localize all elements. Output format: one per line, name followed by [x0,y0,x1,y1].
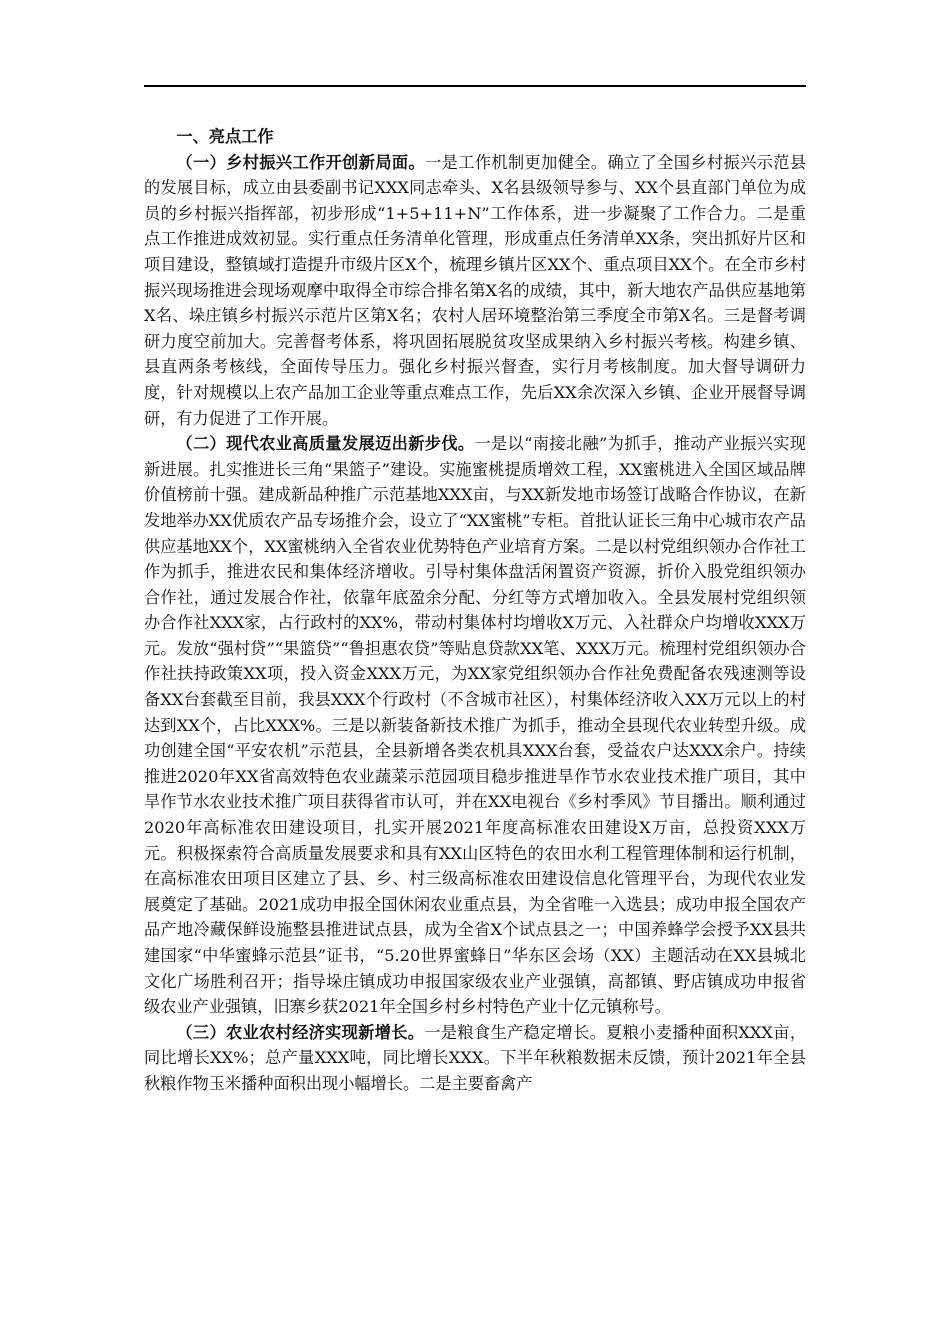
paragraph-text: 一是工作机制更加健全。确立了全国乡村振兴示范县的发展目标，成立由县委副书记XXX同志牵头、X名县级领导参与、XX个县直部门单位为成员的乡村振兴指挥部，初步形成“1+5+11+N”工作体系，进一步凝聚了工作合力。二是重点工作推进成效初显。实行重点任务清单化管理，形成重点任务清单XX条，突出抓好片区和项目建设，整镇域打造提升市级片区X个，梳理乡镇片区XX个、重点项目XX个。在全市乡村振兴现场推进会现场观摩中取得全市综合排名第X名的成绩，其中，新大地农产品供应基地第X名、垛庄镇乡村振兴示范片区第X名；农村人居环境整治第三季度全市第X名。三是督考调研力度空前加大。完善督考体系，将巩固拓展脱贫攻坚成果纳入乡村振兴考核。构建乡镇、县直两条考核线，全面传导压力。强化乡村振兴督查，实行月考核制度。加大督导调研力度，针对规模以上农产品加工企业等重点难点工作，先后XX余次深入乡镇、企业开展督导调研，有力促进了工作开展。 [144,152,807,428]
header-rule [144,85,806,87]
document-body [144,124,806,1097]
paragraph-rural-economy [144,1020,806,1097]
paragraph-lead: （三）农业农村经济实现新增长。 [176,1022,425,1042]
paragraph-text: 一是粮食生产稳定增长。夏粮小麦播种面积XXX亩，同比增长XX%；总产量XXX吨，同比增长XXX。下半年秋粮数据未反馈，预计2021年全县秋粮作物玉米播种面积出现小幅增长。二是主要畜禽产 [144,1022,807,1093]
paragraph-lead: （二）现代农业高质量发展迈出新步伐。 [176,434,475,454]
section-heading: 一、亮点工作 [176,127,274,146]
paragraph-lead: （一）乡村振兴工作开创新局面。 [176,152,426,172]
paragraph-rural-revitalization [144,150,806,432]
paragraph-text: 一是以“南接北融”为抓手，推动产业振兴实现新进展。扎实推进长三角“果篮子”建设。实施蜜桃提质增效工程，XX蜜桃进入全国区域品牌价值榜前十强。建成新品种推广示范基地XXX亩，与XX新发地市场签订战略合作协议，在新发地举办XX优质农产品专场推介会，设立了“XX蜜桃”专柜。首批认证长三角中心城市农产品供应基地XX个，XX蜜桃纳入全省农业优势特色产业培育方案。二是以村党组织领办合作社工作为抓手，推进农民和集体经济增收。引导村集体盘活闲置资产资源，折价入股党组织领办合作社，通过发展合作社，依靠年底盈余分配、分红等方式增加收入。全县发展村党组织领办合作社XXX家，占行政村的XX%，带动村集体村均增收X万元、入社群众户均增收XXX万元。发放“强村贷”“果篮贷”“鲁担惠农贷”等贴息贷款XX笔、XXX万元。梳理村党组织领办合作社扶持政策XX项，投入资金XXX万元，为XX家党组织领办合作社免费配备农残速测等设备XX台套截至目前，我县XXX个行政村（不含城市社区），村集体经济收入XX万元以上的村达到XX个，占比XXX%。三是以新装备新技术推广为抓手，推动全县现代农业转型升级。成功创建全国“平安农机”示范县，全县新增各类农机具XXX台套，受益农户达XXX余户。持续推进2020年XX省高效特色农业蔬菜示范园项目稳步推进旱作节水农业技术推广项目，其中旱作节水农业技术推广项目获得省市认可，并在XX电视台《乡村季风》节目播出。顺利通过2020年高标准农田建设项目，扎实开展2021年度高标准农田建设X万亩，总投资XXX万元。积极探索符合高质量发展要求和具有XX山区特色的农田水利工程管理体制和运行机制，在高标准农田项目区建立了县、乡、村三级高标准农田建设信息化管理平台，为现代农业发展奠定了基础。2021成功申报全国休闲农业重点县，为全省唯一入选县；成功申报全国农产品产地冷藏保鲜设施整县推进试点县，成为全省X个试点县之一；中国养蜂学会授予XX县共建国家“中华蜜蜂示范县”证书，“5.20世界蜜蜂日”华东区会场（XX）主题活动在XX县城北文化广场胜利召开；指导垛庄镇成功申报国家级农业产业强镇，高都镇、野店镇成功申报省级农业产业强镇，旧寨乡获2021年全国乡村乡村特色产业十亿元镇称号。 [144,434,806,1017]
paragraph-modern-agriculture [144,431,806,1020]
